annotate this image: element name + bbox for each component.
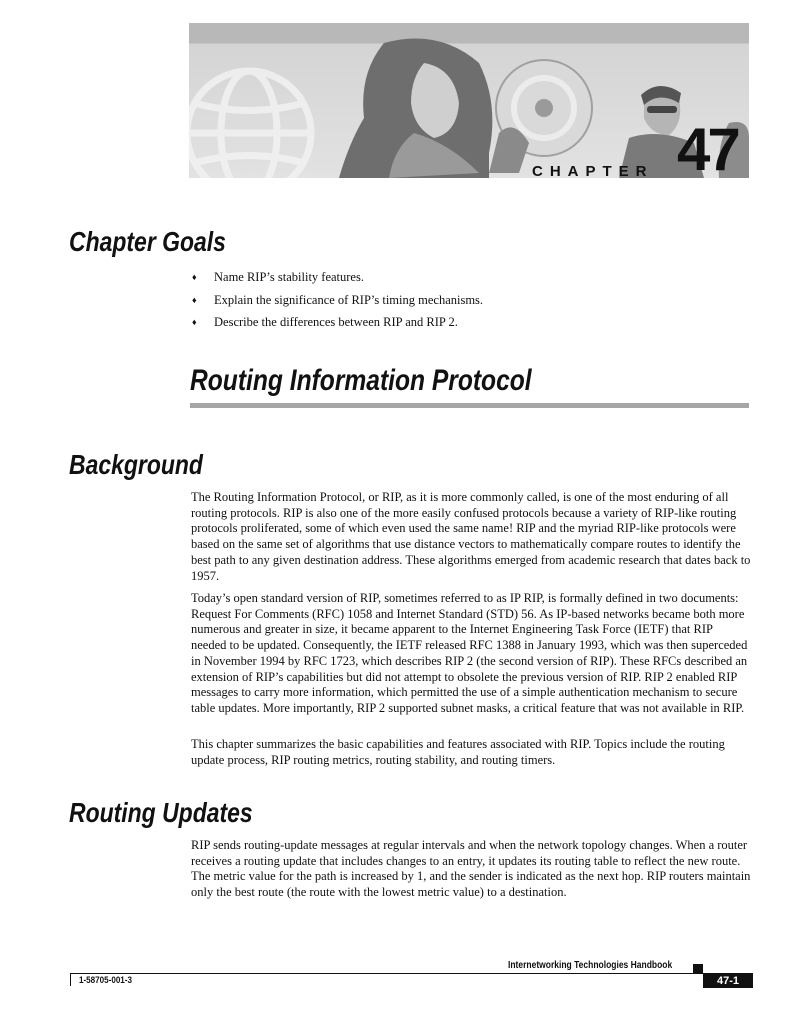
background-paragraph-1: The Routing Information Protocol, or RIP, as it is more commonly called, is one of the most enduring of all routing protocols. RIP is also one of the more easily confused protocols because a variety of RIP-like routing protocols proliferated, some of which even used the same name! RIP and the myriad RIP-like protocols were based on the same set of algorithms that use distance vectors to mathematically compare routes to identify the best path to any given destination address. These algorithms emerged from academic research that dates back to 1957. [191,490,751,583]
person-woman-graphic [339,39,492,179]
bullet-icon: ♦ [192,317,197,327]
cd-disc-graphic [489,60,592,173]
title-rule [190,403,749,408]
list-item: ♦ Describe the differences between RIP and RIP 2. [192,311,483,334]
background-paragraph-3: This chapter summarizes the basic capabilities and features associated with RIP. Topics include the routing update process, RIP routing metrics, routing stability, and routing timers. [191,737,725,767]
chapter-banner-image [189,23,749,183]
list-item: ♦ Name RIP’s stability features. [192,266,483,289]
chapter-goals-heading: Chapter Goals [69,226,226,257]
footer-tick [70,973,71,986]
footer-book-title: Internetworking Technologies Handbook [508,960,673,971]
bullet-icon: ♦ [192,272,197,282]
chapter-title: Routing Information Protocol [190,364,532,397]
globe-graphic [189,71,311,178]
background-paragraph-2: Today’s open standard version of RIP, sometimes referred to as IP RIP, is formally defined in two documents: Request For Comments (RFC) 1058 and Internet Standard (STD) 56. As IP-based networks became both more numerous and greater in size, it became apparent to the Internet Engineering Task Force (IETF) that RIP needed to be updated. Consequently, the IETF released RFC 1388 in January 1993, which was then superceded in November 1994 by RFC 1723, which describes RIP 2 (the second version of RIP). These RFCs described an extension of RIP’s capabilities but did not attempt to obsolete the previous version of RIP. RIP 2 enabled RIP messages to carry more information, which permitted the use of a simple authentication mechanism to secure table updates. More importantly, RIP 2 supported subnet masks, a critical feature that was not available in RIP. [191,591,748,715]
footer-rule [70,973,753,974]
routing-updates-heading: Routing Updates [69,797,253,828]
chapter-label: CHAPTER [532,163,654,180]
page-number: 47-1 [703,974,753,988]
routing-updates-paragraph: RIP sends routing-update messages at regular intervals and when the network topology changes. When a router receives a routing update that includes changes to an entry, it updates its routing table to reflect the new route. The metric value for the path is increased by 1, and the sender is indicated as the next hop. RIP routers maintain only the best route (the route with the lowest metric value) to a destination. [191,838,751,900]
list-item: ♦ Explain the significance of RIP’s timing mechanisms. [192,289,483,312]
background-heading: Background [69,449,203,480]
footer-isbn: 1-58705-001-3 [79,975,132,986]
chapter-goals-list [192,266,483,334]
banner-illustration [189,23,749,183]
chapter-number: 47 [677,116,738,183]
bullet-icon: ♦ [192,294,197,305]
